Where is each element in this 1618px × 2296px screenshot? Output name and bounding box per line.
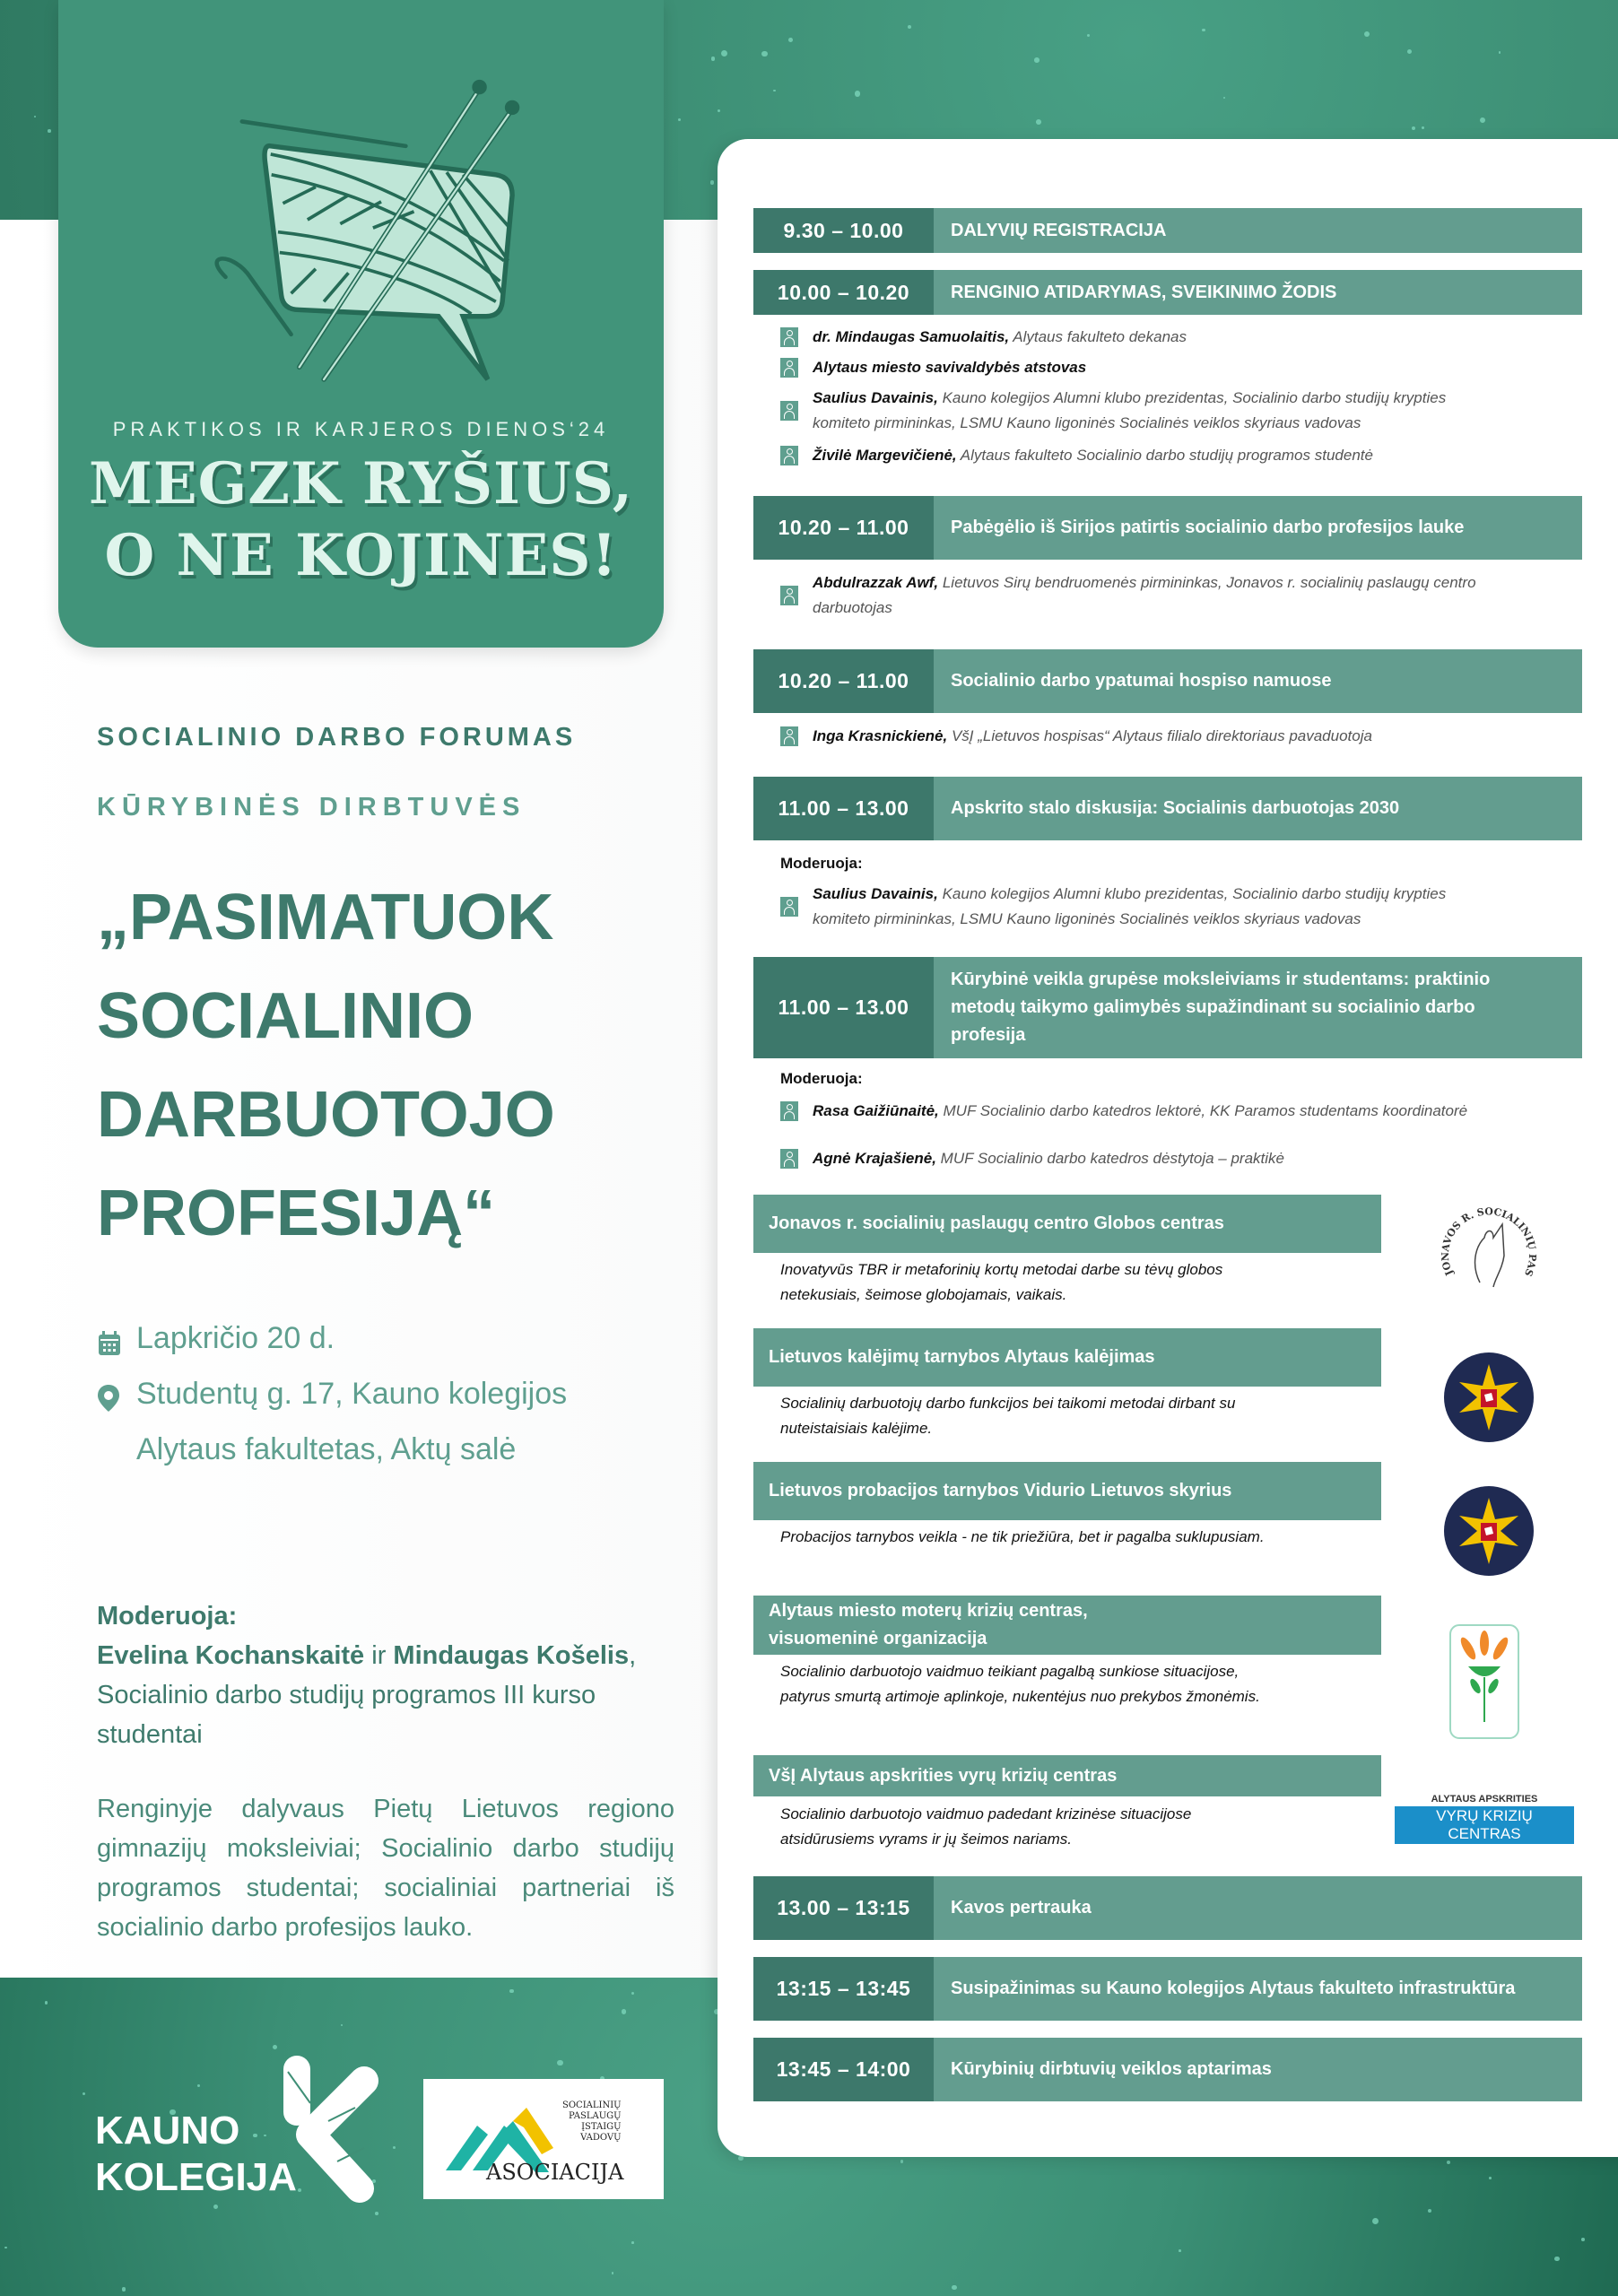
schedule-row (753, 1876, 1582, 1940)
background-speck (1480, 117, 1485, 123)
moderator-name: Evelina Kochanskaitė (97, 1641, 365, 1670)
event-meta (97, 1315, 567, 1473)
participants-text: Renginyje dalyvaus Pietų Lietuvos regiono gimnazijų moksleiviai; Socialinio darbo studijų programos studentai; socialiniai partneriai iš socialinio darbo profesijos lauko. (97, 1795, 674, 1942)
kk-logo-line-2: KOLEGIJA (95, 2155, 297, 2199)
speaker-name: dr. Mindaugas Samuolaitis, (813, 328, 1010, 345)
background-speck (1554, 2257, 1559, 2261)
event-address-line-2: Alytaus fakultetas, Aktų salė (136, 1432, 517, 1466)
organization-description: Socialinių darbuotojų darbo funkcijos bei taikomi metodai dirbant su nuteistaisiais kalėjime. (780, 1395, 1236, 1437)
session-title: DALYVIŲ REGISTRACIJA (951, 220, 1167, 240)
person-icon (780, 897, 798, 917)
speaker-role: Alytaus fakulteto dekanas (1009, 328, 1187, 345)
title-line: DARBUOTOJO (97, 1079, 555, 1151)
person-icon (780, 401, 798, 421)
schedule-row (753, 649, 1582, 713)
title-line: SOCIALINIO (97, 980, 474, 1052)
moderator (780, 1146, 1284, 1171)
speaker-name: Živilė Margevičienė, (813, 447, 957, 464)
forum-label: SOCIALINIO DARBO FORUMAS (97, 723, 577, 752)
association-logo (423, 2079, 664, 2199)
calendar-icon (97, 1315, 136, 1370)
session-time: 11.00 – 13.00 (753, 957, 934, 1058)
workshop-label: KŪRYBINĖS DIRBTUVĖS (97, 793, 526, 822)
background-speck (1036, 119, 1041, 125)
jonava-social-services-logo (1431, 1202, 1547, 1305)
organization-title: VšĮ Alytaus apskrities vyrų krizių centras (753, 1755, 1381, 1796)
speaker-name: Inga Krasnickienė, (813, 727, 948, 744)
organization-description: Probacijos tarnybos veikla - ne tik priežiūra, bet ir pagalba suklupusiam. (780, 1528, 1265, 1545)
slogan-line-2: O NE KOJINES! (104, 522, 618, 589)
mens-crisis-center-logo (1395, 1794, 1574, 1844)
session-title: Susipažinimas su Kauno kolegijos Alytaus fakulteto infrastruktūra (951, 1979, 1516, 1998)
organization-description: Inovatyvūs TBR ir metaforinių kortų metodai darbe su tėvų globos netekusiais, šeimose globojamais, vaikais. (780, 1261, 1223, 1303)
womens-crisis-center-logo (1448, 1623, 1520, 1744)
moderators-joiner: ir (364, 1641, 394, 1670)
moderator (780, 1099, 1467, 1124)
person-icon (780, 358, 798, 378)
location-pin-icon (97, 1370, 136, 1426)
background-speck (1179, 2249, 1181, 2252)
background-speck (761, 51, 767, 57)
schedule-row (753, 496, 1582, 560)
organization-title: Alytaus miesto moterų krizių centras, visuomeninė organizacija (753, 1596, 1381, 1655)
speaker-role: VšĮ „Lietuvos hospisas“ Alytaus filialo direktoriaus pavaduotoja (947, 727, 1372, 744)
association-small-text (562, 2100, 622, 2144)
hero-card (58, 0, 664, 648)
speaker (780, 570, 1516, 621)
background-speck (773, 90, 776, 92)
assoc-line: ĮSTAIGŲ (581, 2122, 622, 2132)
event-series-label: PRAKTIKOS IR KARJEROS DIENOS‘24 (112, 418, 610, 440)
session-title: Pabėgėlio iš Sirijos patirtis socialinio darbo profesijos lauke (951, 517, 1465, 537)
schedule-row (753, 1957, 1582, 2021)
background-speck (718, 109, 720, 112)
kk-logo-line-1: KAUNO (95, 2109, 240, 2152)
background-speck (375, 2212, 378, 2215)
session-time: 13:45 – 14:00 (753, 2038, 934, 2101)
background-speck (855, 91, 861, 97)
moderator-label: Moderuoja: (780, 1070, 863, 1087)
background-speck (48, 129, 51, 133)
speaker-name: Abdulrazzak Awf, (813, 574, 939, 591)
background-speck (952, 2285, 957, 2291)
speaker-name: Saulius Davainis, (813, 389, 938, 406)
speaker-role: Lietuvos Sirų bendruomenės pirmininkas, Jonavos r. socialinių paslaugų centro darbuotojas (813, 574, 1476, 616)
background-speck (1428, 2209, 1431, 2213)
jonava-logo-text: JONAVOS R. SOCIALINIŲ PAS (1439, 1205, 1539, 1279)
speaker (780, 724, 1372, 749)
event-date: Lapkričio 20 d. (136, 1321, 335, 1355)
session-title: Socialinio darbo ypatumai hospiso namuose (951, 671, 1332, 691)
moderator (780, 882, 1480, 932)
session-time: 13.00 – 13:15 (753, 1876, 934, 1940)
person-icon (780, 726, 798, 746)
moderator-name: Mindaugas Košelis (393, 1641, 630, 1670)
organization-description: Socialinio darbuotojo vaidmuo padedant krizinėse situacijose atsidūrusiems vyrams ir jų šeimos nariams. (780, 1805, 1192, 1848)
person-icon (780, 1149, 798, 1169)
background-speck (710, 180, 714, 184)
probation-service-logo (1440, 1348, 1538, 1451)
mens-logo-top: ALYTAUS APSKRITIES (1431, 1794, 1538, 1805)
session-time: 10.00 – 10.20 (753, 270, 934, 315)
moderators-block (97, 1596, 674, 1754)
background-speck (45, 2001, 48, 2005)
session-title: Apskrito stalo diskusija: Socialinis darbuotojas 2030 (951, 798, 1400, 818)
title-line: „PASIMATUOK (97, 882, 554, 953)
assoc-line: VADOVŲ (580, 2133, 622, 2143)
session-title: Kūrybinių dirbtuvių veiklos aptarimas (951, 2059, 1272, 2079)
organization-title: Lietuvos kalėjimų tarnybos Alytaus kalėjimas (753, 1328, 1381, 1387)
background-speck (1581, 2238, 1585, 2241)
background-speck (788, 38, 793, 42)
speaker-role: MUF Socialinio darbo katedros lektorė, KK Paramos studentams koordinatorė (938, 1102, 1468, 1119)
mens-logo-bottom: VYRŲ KRIZIŲ CENTRAS (1395, 1806, 1574, 1844)
background-speck (509, 1989, 514, 1994)
session-time: 11.00 – 13.00 (753, 777, 934, 840)
schedule-row (753, 777, 1582, 840)
background-speck (1202, 29, 1205, 31)
organization-title: Jonavos r. socialinių paslaugų centro Globos centras (753, 1195, 1381, 1253)
speaker-role: Alytaus fakulteto Socialinio darbo studijų programos studentė (956, 447, 1373, 464)
background-speck (612, 2272, 614, 2274)
speaker (780, 443, 1373, 468)
speaker-name: Alytaus miesto savivaldybės atstovas (813, 359, 1087, 376)
speaker-role: Kauno kolegijos Alumni klubo prezidentas, Socialinio darbo studijų krypties komiteto pirmininkas, LSMU Kauno ligoninės Socialinės veiklos skyriaus vadovas (813, 389, 1447, 431)
speaker (780, 325, 1187, 350)
session-title: Kavos pertrauka (951, 1898, 1092, 1918)
background-speck (721, 50, 727, 57)
session-time: 13:15 – 13:45 (753, 1957, 934, 2021)
background-speck (1422, 126, 1423, 128)
person-icon (780, 446, 798, 465)
session-time: 10.20 – 11.00 (753, 496, 934, 560)
background-speck (122, 2287, 126, 2291)
speaker-name: Saulius Davainis, (813, 885, 938, 902)
background-speck (1489, 2177, 1492, 2179)
event-address-line-1: Studentų g. 17, Kauno kolegijos (136, 1377, 568, 1411)
event-slogan (58, 448, 664, 592)
assoc-line: PASLAUGŲ (569, 2111, 622, 2121)
person-icon (780, 1101, 798, 1121)
kauno-kolegija-logo (95, 2054, 382, 2206)
speaker-role: MUF Socialinio darbo katedros dėstytoja – praktikė (935, 1150, 1284, 1167)
session-title: RENGINIO ATIDARYMAS, SVEIKINIMO ŽODIS (951, 282, 1337, 302)
organization-description: Socialinio darbuotojo vaidmuo teikiant pagalbą sunkiose situacijose, patyrus smurtą artimoje aplinkoje, nukentėjus nuo prekybos žmonėmis. (780, 1663, 1260, 1705)
speaker (780, 355, 1086, 380)
moderators-label: Moderuoja: (97, 1602, 238, 1631)
background-speck (622, 2009, 626, 2013)
event-title (97, 868, 671, 1263)
title-line: PROFESIJĄ“ (97, 1178, 496, 1249)
moderator-label: Moderuoja: (780, 855, 863, 872)
yarn-knitting-needles-icon (193, 54, 570, 386)
background-speck (711, 57, 715, 60)
person-icon (780, 586, 798, 605)
background-speck (1034, 57, 1040, 63)
association-wordmark: ASOCIACIJA (486, 2160, 624, 2185)
speaker-role: Kauno kolegijos Alumni klubo prezidentas, Socialinio darbo studijų krypties komiteto pirmininkas, LSMU Kauno ligoninės Socialinės veiklos skyriaus vadovas (813, 885, 1447, 927)
kk-k-mark-icon (274, 2054, 382, 2206)
moderators-suffix: , (629, 1641, 637, 1670)
session-time: 10.20 – 11.00 (753, 649, 934, 713)
speaker-name: Rasa Gaižiūnaitė, (813, 1102, 939, 1119)
schedule-row (753, 957, 1582, 1058)
schedule-row (753, 270, 1582, 315)
slogan-line-1: MEGZK RYŠIUS, (89, 450, 633, 517)
prison-service-logo (1440, 1482, 1538, 1585)
schedule-row (753, 208, 1582, 253)
schedule-row (753, 2038, 1582, 2101)
speaker-name: Agnė Krajašienė, (813, 1150, 936, 1167)
background-speck (557, 2060, 562, 2066)
speaker (780, 386, 1480, 436)
background-speck (631, 2241, 634, 2244)
organization-title: Lietuvos probacijos tarnybos Vidurio Lietuvos skyrius (753, 1462, 1381, 1520)
session-time: 9.30 – 10.00 (753, 208, 934, 253)
assoc-line: SOCIALINIŲ (562, 2100, 622, 2110)
person-icon (780, 327, 798, 347)
moderators-role: Socialinio darbo studijų programos III kurso studentai (97, 1681, 596, 1749)
session-title: Kūrybinė veikla grupėse moksleiviams ir studentams: praktinio metodų taikymo galimybės supažindinant su socialinio darbo profesija (951, 970, 1491, 1045)
